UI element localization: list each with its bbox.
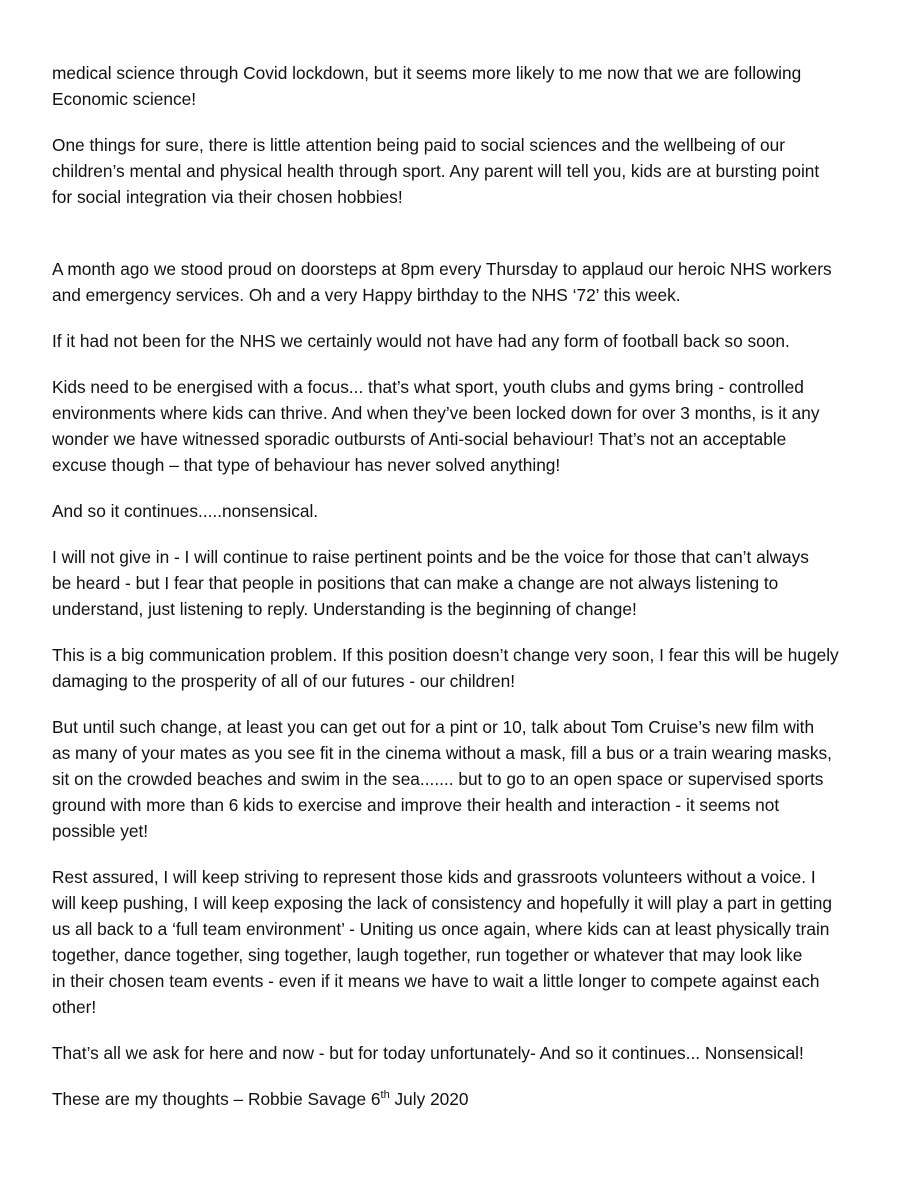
signature-text: These are my thoughts – Robbie Savage 6 [52, 1089, 381, 1109]
paragraph-5: Kids need to be energised with a focus... that’s what sport, youth clubs and gyms bring - controlled environments where kids can thrive. And when they’ve been locked down for over 3 months, is it any wonder we have witnessed sporadic outbursts of Anti-social behaviour! That’s not an acceptable excuse though – that type of behaviour has never solved anything! [52, 377, 820, 475]
paragraph-7: I will not give in - I will continue to raise pertinent points and be the voice for those that can’t always be heard - but I fear that people in positions that can make a change are not always listening to understand, just listening to reply. Understanding is the beginning of change! [52, 547, 809, 619]
paragraph-4: If it had not been for the NHS we certainly would not have had any form of football back so soon. [52, 331, 790, 351]
paragraph-2: One things for sure, there is little attention being paid to social sciences and the wellbeing of our children’s mental and physical health through sport. Any parent will tell you, kids are at bursting point for social integration via their chosen hobbies! [52, 135, 820, 207]
signature-date: July 2020 [389, 1089, 469, 1109]
paragraph-6: And so it continues.....nonsensical. [52, 501, 319, 521]
signature-line [52, 1086, 856, 1112]
paragraph-9: But until such change, at least you can get out for a pint or 10, talk about Tom Cruise’s new film with as many of your mates as you see fit in the cinema without a mask, fill a bus or a train wearing masks, sit on the crowded beaches and swim in the sea....... but to go to an open space or supervised sports ground with more than 6 kids to exercise and improve their health and interaction - it seems not possible yet! [52, 717, 832, 841]
paragraph-10: Rest assured, I will keep striving to represent those kids and grassroots volunteers without a voice. I will keep pushing, I will keep exposing the lack of consistency and hopefully it will play a part in getting us all back to a ‘full team environment’ - Uniting us once again, where kids can at least physically train together, dance together, sing together, laugh together, run together or whatever that may look like in their chosen team events - even if it means we have to wait a little longer to compete against each other! [52, 867, 833, 1017]
paragraph-8: This is a big communication problem. If this position doesn’t change very soon, I fear this will be hugely damaging to the prosperity of all of our futures - our children! [52, 645, 839, 691]
paragraph-1: medical science through Covid lockdown, but it seems more likely to me now that we are following Economic science! [52, 63, 802, 109]
paragraph-3: A month ago we stood proud on doorsteps at 8pm every Thursday to applaud our heroic NHS workers and emergency services. Oh and a very Happy birthday to the NHS ‘72’ this week. [52, 259, 832, 305]
paragraph-11: That’s all we ask for here and now - but for today unfortunately- And so it continues... Nonsensical! [52, 1043, 804, 1063]
signature-date-suffix: th [380, 1089, 390, 1102]
